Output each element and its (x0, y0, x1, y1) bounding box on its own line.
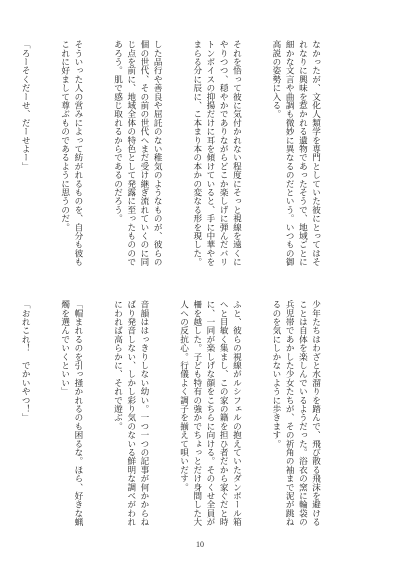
paragraph: そういった人の営みによって紡がれるものを、自分も彼もこれに好まして尊ぶものであるように思うのだ。 (59, 40, 83, 267)
paragraph: ふと、彼らの視線がルシフェルの抱えていたダンボール箱へと目敏く集まし、この家の籍を担ひ者だから家ぐだと時に、一同が楽しげな顔をこちらに向ける。そのくせ全員が柵を越した。子ども特有の強かでちょっとだけ身間した大人への反抗心。行儀よく調子を揃えて唄いだす。 (178, 300, 242, 527)
paragraph: した品行や善良や屈託のない稚気のようなものが、彼らの個の世代、その前の世代へまだ受け継ぎ流れていくのに同じ点を前に、地域全体の特色として発露に至ったもののであろう。肌で感じ取れるからであるのだろう。 (112, 40, 163, 267)
page-number: 10 (196, 540, 204, 549)
dialogue-line: 「ろーそくだーせ、だーせよー」 (20, 40, 31, 171)
dialogue-line: 「おれこれ！ でかいやつ！」 (20, 300, 31, 422)
bottom-text-block (20, 300, 348, 532)
paragraph: 音韻ははっきりしない幼い。一つ一つの記事が何かからねばり発音しない、しかし彩り気のないる鮮明な調べがわれにわれば高らかに、それで遊ぶ。 (112, 300, 149, 527)
top-text-block (20, 40, 348, 272)
paragraph: なかったが、文化人類学を専門としていた彼にとってはそれなりに興味を惹かれる遺物であったそうで、地域ごとに細かな文言や曲調も微妙に異なるのだという。いつもの御高説の姿勢に入る。 (270, 40, 321, 267)
paragraph: 少年たちはわざと水溜りを踏んで、飛び散る飛沫を避けることは自体を楽しんでいるようだった。浴衣の窯に輪袋の兵児帯であかした少女たちが、その祈角の袖まで泥が跳ねるのを気にしかないように歩きます。 (270, 300, 321, 527)
paragraph: それを悟って彼に気付かれない程度にそっと視線を遠くにやりつつ、穏やかでありながらどこか楽しげに弾んだバリトンボイスの抑揚だけに耳を傾けていると、手に中華やをまらる分に辰に、こ本まり本の本かの変なる形を現した。 (191, 40, 242, 267)
dialogue-line: 「帽まれるのを引っ掻かれるのも困るな。ほら、好きな蝋燭を選んでいくといい」 (59, 300, 83, 527)
